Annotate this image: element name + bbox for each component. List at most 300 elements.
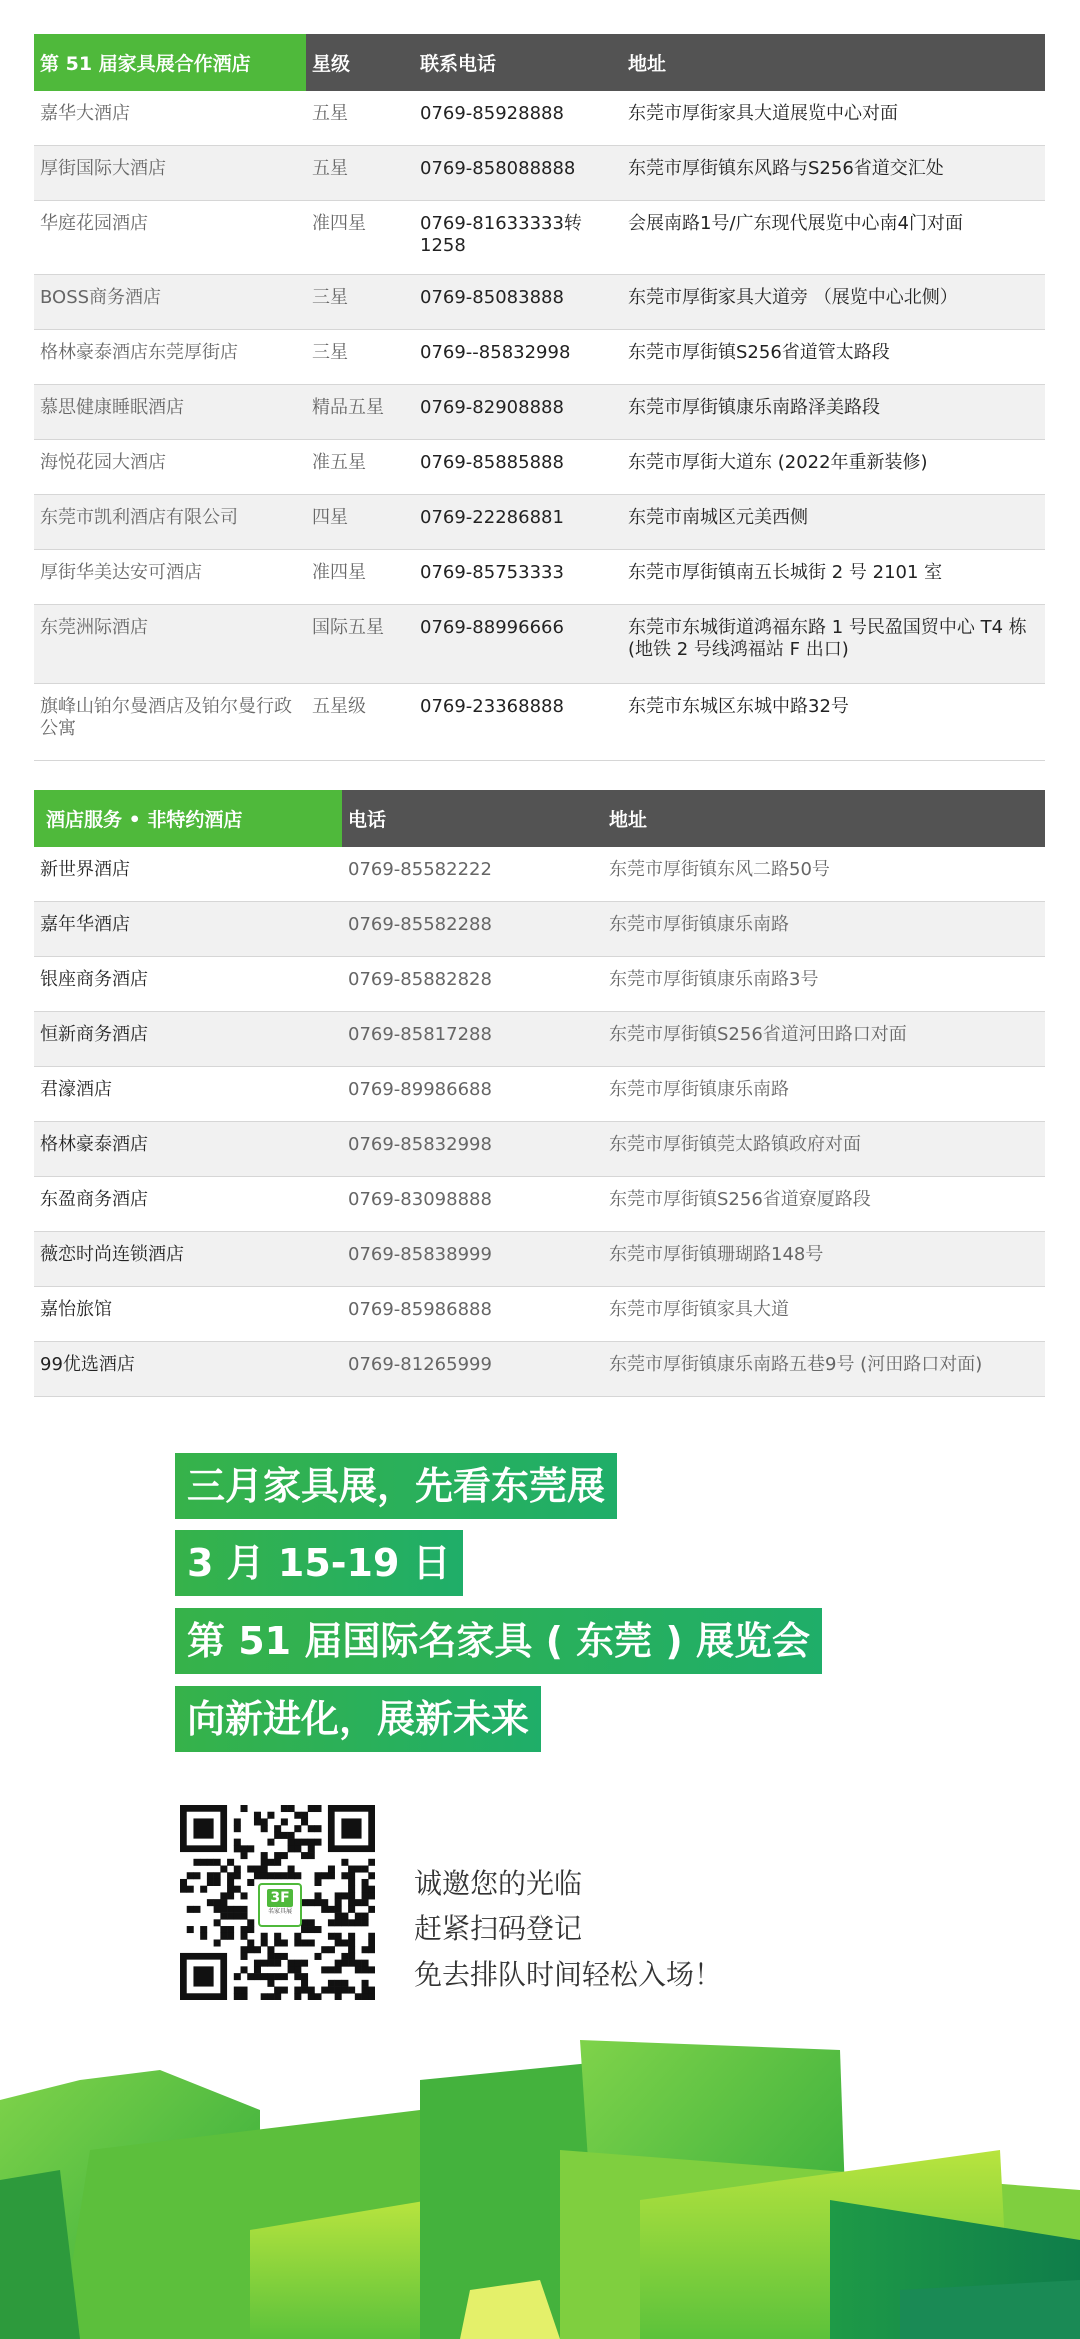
table-row	[34, 1012, 1045, 1067]
table-row	[34, 440, 1045, 495]
table-header	[34, 34, 1045, 91]
address-cell: 东莞市厚街镇珊瑚路148号	[609, 1244, 824, 1265]
qr-module	[234, 1987, 241, 1994]
qr-module	[214, 1859, 221, 1866]
qr-module	[362, 1913, 369, 1920]
hotel-name-cell: 新世界酒店	[40, 859, 130, 880]
table-row	[34, 1287, 1045, 1342]
phone-cell: 0769-85838999	[348, 1244, 492, 1265]
header-phone: 电话	[342, 790, 603, 847]
address-cell: 东莞市厚街镇莞太路镇政府对面	[609, 1134, 861, 1155]
table-row	[34, 550, 1045, 605]
qr-module	[368, 1987, 375, 1994]
qr-finder-pattern	[193, 1966, 213, 1986]
qr-module	[288, 1960, 295, 1967]
qr-module	[368, 1859, 375, 1866]
qr-module	[328, 1872, 335, 1879]
qr-module	[220, 1866, 227, 1873]
qr-module	[207, 1859, 214, 1866]
qr-module	[234, 1993, 241, 2000]
qr-module	[314, 1839, 321, 1846]
qr-module	[294, 1812, 301, 1819]
qr-module	[362, 1980, 369, 1987]
qr-module	[294, 1973, 301, 1980]
hotel-name-cell: 厚街国际大酒店	[40, 158, 166, 179]
star-cell: 五星	[312, 158, 348, 179]
qr-module	[341, 1919, 348, 1926]
phone-cell: 0769-85885888	[420, 452, 564, 473]
qr-module	[308, 1825, 315, 1832]
qr-module	[294, 1839, 301, 1846]
qr-module	[234, 1866, 241, 1873]
qr-module	[294, 1933, 301, 1940]
qr-module	[294, 1845, 301, 1852]
qr-module	[241, 1852, 248, 1859]
qr-module	[241, 1933, 248, 1940]
qr-module	[214, 1919, 221, 1926]
qr-module	[362, 1987, 369, 1994]
hotel-name-cell: 薇恋时尚连锁酒店	[40, 1244, 184, 1265]
qr-module	[214, 1906, 221, 1913]
table-row	[34, 902, 1045, 957]
qr-module	[281, 1953, 288, 1960]
qr-module	[301, 1987, 308, 1994]
qr-module	[362, 1946, 369, 1953]
qr-module	[341, 1892, 348, 1899]
qr-module	[328, 1980, 335, 1987]
qr-module	[234, 1818, 241, 1825]
table-row	[34, 330, 1045, 385]
qr-module	[368, 1906, 375, 1913]
qr-module	[335, 1966, 342, 1973]
phone-cell: 0769-85986888	[348, 1299, 492, 1320]
qr-module	[355, 1919, 362, 1926]
address-cell: 东莞市厚街镇S256省道管太路段	[628, 342, 890, 363]
header-star: 星级	[306, 34, 414, 91]
qr-logo	[258, 1883, 302, 1927]
qr-module	[193, 1906, 200, 1913]
table-row	[34, 495, 1045, 550]
qr-module	[348, 1866, 355, 1873]
qr-module	[200, 1926, 207, 1933]
qr-module	[227, 1872, 234, 1879]
qr-module	[308, 1845, 315, 1852]
star-cell: 五星级	[312, 696, 366, 717]
qr-module	[241, 1993, 248, 2000]
qr-module	[288, 1839, 295, 1846]
qr-module	[294, 1966, 301, 1973]
qr-module	[234, 1825, 241, 1832]
qr-module	[368, 1872, 375, 1879]
qr-module	[180, 1886, 187, 1893]
qr-module	[335, 1933, 342, 1940]
header-address: 地址	[603, 790, 1045, 847]
address-cell: 东莞市厚街镇康乐南路五巷9号 (河田路口对面)	[609, 1354, 983, 1375]
qr-module	[187, 1886, 194, 1893]
qr-module	[200, 1886, 207, 1893]
qr-module	[335, 1913, 342, 1920]
qr-module	[227, 1892, 234, 1899]
qr-module	[368, 1933, 375, 1940]
qr-module	[355, 1966, 362, 1973]
qr-module	[274, 1852, 281, 1859]
qr-module	[294, 1939, 301, 1946]
service-hotels-table	[34, 790, 1045, 1397]
qr-module	[301, 1926, 308, 1933]
qr-module	[362, 1919, 369, 1926]
qr-module	[187, 1906, 194, 1913]
hotel-name-cell: 嘉华大酒店	[40, 103, 130, 124]
header-phone: 联系电话	[414, 34, 622, 91]
qr-module	[301, 1919, 308, 1926]
table-row	[34, 1177, 1045, 1232]
qr-module	[355, 1913, 362, 1920]
qr-module	[247, 1939, 254, 1946]
qr-module	[341, 1872, 348, 1879]
qr-module	[335, 1899, 342, 1906]
star-cell: 三星	[312, 287, 348, 308]
qr-module	[308, 1987, 315, 1994]
qr-module	[321, 1906, 328, 1913]
qr-module	[241, 1953, 248, 1960]
address-cell: 东莞市厚街镇S256省道河田路口对面	[609, 1024, 907, 1045]
qr-module	[348, 1960, 355, 1967]
address-cell: 东莞市厚街镇东风路与S256省道交汇处	[628, 158, 944, 179]
qr-module	[341, 1913, 348, 1920]
qr-module	[274, 1960, 281, 1967]
registration-qr-code[interactable]	[180, 1805, 375, 2000]
table-row	[34, 275, 1045, 330]
qr-module	[348, 1933, 355, 1940]
qr-module	[187, 1926, 194, 1933]
qr-module	[362, 1966, 369, 1973]
qr-module	[328, 1919, 335, 1926]
qr-module	[328, 1933, 335, 1940]
qr-module	[314, 1825, 321, 1832]
hotel-name-cell: 厚街华美达安可酒店	[40, 562, 202, 583]
qr-module	[261, 1993, 268, 2000]
address-cell: 东莞市东城街道鸿福东路 1 号民盈国贸中心 T4 栋 (地铁 2 号线鸿福站 F 出口)	[628, 617, 1027, 660]
phone-cell: 0769-22286881	[420, 507, 564, 528]
slogan-expo-name: 第 51 届国际名家具 ( 东莞 ) 展览会	[175, 1608, 822, 1674]
qr-module	[220, 1906, 227, 1913]
hotel-name-cell: 海悦花园大酒店	[40, 452, 166, 473]
hotel-name-cell: 格林豪泰酒店	[40, 1134, 148, 1155]
qr-module	[341, 1980, 348, 1987]
qr-module	[267, 1812, 274, 1819]
hotel-name-cell: 华庭花园酒店	[40, 213, 148, 234]
phone-cell: 0769-83098888	[348, 1189, 492, 1210]
qr-module	[348, 1987, 355, 1994]
address-cell: 东莞市厚街镇康乐南路3号	[609, 969, 819, 990]
table-row	[34, 385, 1045, 440]
qr-module	[368, 1939, 375, 1946]
qr-module	[261, 1852, 268, 1859]
qr-module	[348, 1872, 355, 1879]
table-row	[34, 684, 1045, 761]
qr-module	[301, 1939, 308, 1946]
qr-module	[335, 1892, 342, 1899]
qr-module	[234, 1886, 241, 1893]
hotel-name-cell: 东莞洲际酒店	[40, 617, 148, 638]
qr-module	[288, 1845, 295, 1852]
qr-module	[314, 1993, 321, 2000]
qr-module	[362, 1892, 369, 1899]
qr-module	[362, 1879, 369, 1886]
qr-module	[314, 1879, 321, 1886]
qr-module	[254, 1966, 261, 1973]
qr-module	[368, 1946, 375, 1953]
star-cell: 准四星	[312, 213, 366, 234]
table-row	[34, 847, 1045, 902]
qr-module	[368, 1886, 375, 1893]
qr-module	[341, 1939, 348, 1946]
phone-cell: 0769-89986688	[348, 1079, 492, 1100]
qr-module	[254, 1818, 261, 1825]
phone-cell: 0769-23368888	[420, 696, 564, 717]
qr-module	[355, 1899, 362, 1906]
qr-module	[247, 1973, 254, 1980]
star-cell: 准四星	[312, 562, 366, 583]
qr-module	[247, 1879, 254, 1886]
address-cell: 东莞市厚街镇南五长城街 2 号 2101 室	[628, 562, 943, 583]
qr-logo-caption: 名家具展	[267, 1908, 292, 1915]
qr-module	[227, 1933, 234, 1940]
star-cell: 准五星	[312, 452, 366, 473]
address-cell: 东莞市南城区元美西侧	[628, 507, 808, 528]
qr-module	[301, 1973, 308, 1980]
qr-finder-pattern	[193, 1818, 213, 1838]
table-header	[34, 790, 1045, 847]
qr-module	[281, 1805, 288, 1812]
qr-module	[261, 1859, 268, 1866]
qr-module	[281, 1939, 288, 1946]
decorative-green-blocks	[0, 2040, 1080, 2339]
qr-module	[241, 1946, 248, 1953]
slogan-dates: 3 月 15-19 日	[175, 1530, 463, 1596]
qr-module	[193, 1872, 200, 1879]
qr-module	[241, 1926, 248, 1933]
qr-module	[314, 1926, 321, 1933]
qr-module	[261, 1872, 268, 1879]
qr-module	[274, 1953, 281, 1960]
qr-module	[254, 1960, 261, 1967]
qr-module	[274, 1825, 281, 1832]
qr-module	[281, 1987, 288, 1994]
qr-module	[301, 1812, 308, 1819]
qr-module	[281, 1832, 288, 1839]
qr-module	[254, 1812, 261, 1819]
phone-cell: 0769-85832998	[348, 1134, 492, 1155]
qr-module	[308, 1852, 315, 1859]
qr-module	[267, 1839, 274, 1846]
qr-module	[328, 1966, 335, 1973]
qr-module	[321, 1872, 328, 1879]
qr-module	[261, 1818, 268, 1825]
qr-module	[261, 1939, 268, 1946]
qr-module	[214, 1872, 221, 1879]
qr-module	[241, 1892, 248, 1899]
hotel-name-cell: 恒新商务酒店	[40, 1024, 148, 1045]
phone-cell: 0769-88996666	[420, 617, 564, 638]
qr-finder-pattern	[341, 1818, 361, 1838]
qr-module	[200, 1859, 207, 1866]
qr-module	[321, 1946, 328, 1953]
qr-module	[335, 1980, 342, 1987]
qr-module	[368, 1892, 375, 1899]
qr-module	[355, 1993, 362, 2000]
qr-module	[234, 1973, 241, 1980]
qr-module	[314, 1953, 321, 1960]
qr-module	[227, 1859, 234, 1866]
table-row	[34, 91, 1045, 146]
phone-cell: 0769-85817288	[348, 1024, 492, 1045]
qr-module	[335, 1960, 342, 1967]
phone-cell: 0769--85832998	[420, 342, 571, 363]
address-cell: 东莞市厚街家具大道旁 （展览中心北侧）	[628, 287, 958, 308]
qr-module	[294, 1872, 301, 1879]
table-row	[34, 957, 1045, 1012]
header-hotel-name: 第 51 届家具展合作酒店	[34, 34, 306, 91]
phone-cell: 0769-85928888	[420, 103, 564, 124]
qr-module	[220, 1892, 227, 1899]
qr-module	[341, 1953, 348, 1960]
qr-module	[247, 1845, 254, 1852]
qr-module	[355, 1960, 362, 1967]
qr-module	[308, 1993, 315, 2000]
qr-module	[301, 1852, 308, 1859]
qr-module	[241, 1966, 248, 1973]
qr-module	[274, 1933, 281, 1940]
qr-module	[328, 1866, 335, 1873]
qr-module	[308, 1926, 315, 1933]
star-cell: 五星	[312, 103, 348, 124]
qr-module	[241, 1987, 248, 1994]
qr-module	[348, 1886, 355, 1893]
qr-module	[241, 1906, 248, 1913]
invite-line-1: 诚邀您的光临	[414, 1867, 583, 1900]
qr-module	[348, 1953, 355, 1960]
qr-module	[247, 1866, 254, 1873]
qr-module	[274, 1939, 281, 1946]
qr-module	[294, 1960, 301, 1967]
qr-module	[267, 1980, 274, 1987]
qr-module	[301, 1980, 308, 1987]
phone-cell: 0769-81633333转1258	[420, 213, 582, 256]
qr-module	[362, 1899, 369, 1906]
address-cell: 东莞市厚街大道东 (2022年重新装修)	[628, 452, 928, 473]
phone-cell: 0769-85753333	[420, 562, 564, 583]
qr-module	[281, 1872, 288, 1879]
table-row	[34, 1232, 1045, 1287]
qr-module	[301, 1839, 308, 1846]
qr-module	[355, 1866, 362, 1873]
qr-module	[308, 1805, 315, 1812]
qr-module	[308, 1899, 315, 1906]
address-cell: 东莞市厚街镇S256省道寮厦路段	[609, 1189, 871, 1210]
qr-module	[267, 1946, 274, 1953]
qr-module	[227, 1886, 234, 1893]
table-row	[34, 605, 1045, 684]
phone-cell: 0769-85083888	[420, 287, 564, 308]
qr-module	[362, 1993, 369, 2000]
address-cell: 东莞市厚街镇康乐南路	[609, 914, 789, 935]
qr-module	[288, 1866, 295, 1873]
qr-module	[261, 1933, 268, 1940]
qr-module	[274, 1993, 281, 2000]
qr-module	[301, 1960, 308, 1967]
qr-module	[368, 1966, 375, 1973]
qr-module	[187, 1872, 194, 1879]
qr-module	[288, 1832, 295, 1839]
partner-table-body	[34, 91, 1045, 761]
qr-module	[207, 1899, 214, 1906]
qr-module	[335, 1987, 342, 1994]
qr-module	[348, 1906, 355, 1913]
qr-module	[254, 1872, 261, 1879]
qr-module	[281, 1852, 288, 1859]
qr-module	[261, 1866, 268, 1873]
qr-module	[227, 1906, 234, 1913]
qr-module	[254, 1866, 261, 1873]
qr-module	[294, 1987, 301, 1994]
qr-module	[214, 1899, 221, 1906]
star-cell: 国际五星	[312, 617, 384, 638]
qr-module	[348, 1919, 355, 1926]
qr-module	[368, 1993, 375, 2000]
qr-module	[328, 1906, 335, 1913]
qr-module	[294, 1825, 301, 1832]
qr-module	[288, 1872, 295, 1879]
qr-module	[314, 1899, 321, 1906]
qr-module	[274, 1832, 281, 1839]
qr-module	[348, 1899, 355, 1906]
qr-module	[247, 1926, 254, 1933]
star-cell: 三星	[312, 342, 348, 363]
qr-module	[267, 1872, 274, 1879]
qr-module	[234, 1906, 241, 1913]
qr-module	[261, 1973, 268, 1980]
qr-module	[214, 1879, 221, 1886]
address-cell: 会展南路1号/广东现代展览中心南4门对面	[628, 213, 963, 234]
qr-module	[220, 1933, 227, 1940]
hotel-name-cell: 东盈商务酒店	[40, 1189, 148, 1210]
partner-hotels-table	[34, 34, 1045, 761]
qr-module	[314, 1805, 321, 1812]
qr-module	[281, 1818, 288, 1825]
qr-module	[362, 1866, 369, 1873]
qr-module	[308, 1919, 315, 1926]
qr-module	[288, 1805, 295, 1812]
qr-module	[335, 1939, 342, 1946]
qr-module	[234, 1913, 241, 1920]
qr-module	[314, 1892, 321, 1899]
header-hotel-name: 酒店服务 • 非特约酒店	[34, 790, 342, 847]
hotel-name-cell: 慕思健康睡眠酒店	[40, 397, 184, 418]
qr-module	[267, 1973, 274, 1980]
qr-module	[348, 1946, 355, 1953]
qr-module	[193, 1859, 200, 1866]
qr-module	[281, 1973, 288, 1980]
hotel-name-cell: BOSS商务酒店	[40, 287, 162, 308]
qr-module	[234, 1839, 241, 1846]
qr-module	[348, 1892, 355, 1899]
qr-logo-mark: 3F	[267, 1889, 293, 1907]
qr-module	[308, 1939, 315, 1946]
qr-module	[308, 1839, 315, 1846]
phone-cell: 0769-858088888	[420, 158, 576, 179]
star-cell: 精品五星	[312, 397, 384, 418]
